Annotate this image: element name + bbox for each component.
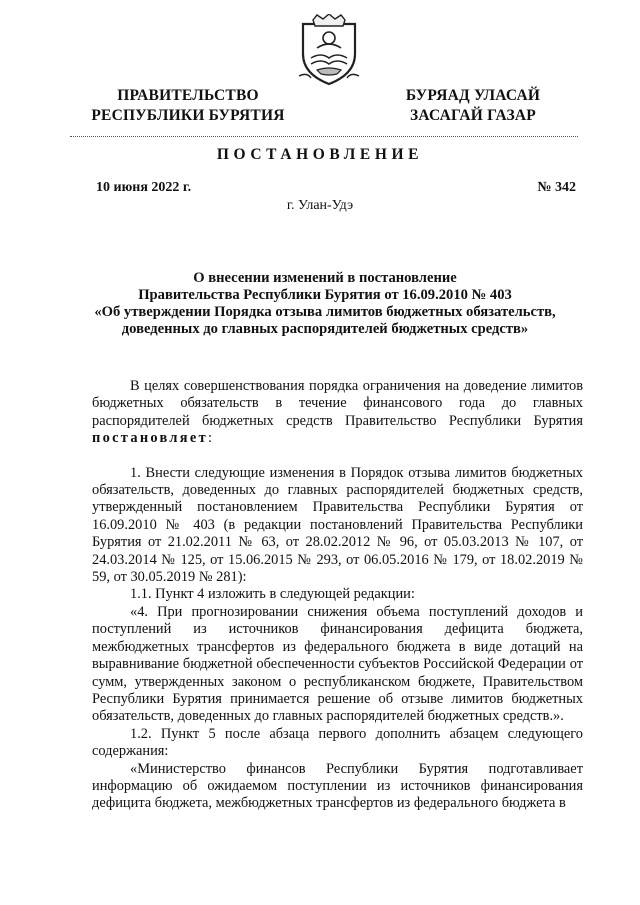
clause-1: 1. Внести следующие изменения в Порядок отзыва лимитов бюджетных обязательств, доведенных до главных распорядителей бюджетных средств, утвержденный постановлением Правительства Республики Бурятия от 16.09.2010 № 403 (в редакции постановлений Правительства Республики Бурятия от 21.02.2011 № 63, от 28.02.2012 № 96, от 05.03.2013 № 107, от 24.03.2014 № 125, от 15.06.2015 № 293, от 06.05.2016 № 179, от 18.02.2019 № 59, от 30.05.2019 № 281): <box>92 464 583 586</box>
header-divider <box>70 136 578 137</box>
org-name-russian-line2: РЕСПУБЛИКИ БУРЯТИЯ <box>91 107 285 124</box>
org-name-buryat-line1: БУРЯАД УЛАСАЙ <box>405 87 541 104</box>
clause-1-2-quote: «Министерство финансов Республики Бурятия подготавливает информацию об ожидаемом поступлении из источников финансирования дефицита бюджета, межбюджетных трансфертов из федерального бюджета в <box>92 760 583 812</box>
org-name-russian-line1: ПРАВИТЕЛЬСТВО <box>117 87 259 104</box>
preamble-paragraph <box>92 378 583 448</box>
clause-1-1: 1.1. Пункт 4 изложить в следующей редакции: <box>130 586 415 603</box>
document-body <box>92 378 583 813</box>
clause-1-1-quote: «4. При прогнозировании снижения объема поступлений доходов и поступлений из источников финансирования дефицита бюджета, межбюджетных трансфертов из федерального бюджета в виде дотаций на выравнивание бюджетной обеспеченности субъектов Российской Федерации от сумм, утвержденных законом о республиканском бюджете, Правительством Республики Бурятия принимается решение об отзыве лимитов бюджетных обязательств, доведенных до главных распорядителей бюджетных средств.». <box>92 603 583 725</box>
document-number: № 342 <box>537 180 576 195</box>
document-date: 10 июня 2022 г. <box>96 180 192 195</box>
title-line: «Об утверждении Порядка отзыва лимитов бюджетных обязательств, <box>94 304 556 320</box>
title-line: Правительства Республики Бурятия от 16.09.2010 № 403 <box>138 287 512 303</box>
title-line: О внесении изменений в постановление <box>193 270 457 286</box>
org-name-buryat-line2: ЗАСАГАЙ ГАЗАР <box>410 107 536 124</box>
clause-1-2: 1.2. Пункт 5 после абзаца первого дополнить абзацем следующего содержания: <box>92 725 583 760</box>
org-name-russian <box>88 86 288 126</box>
org-name-buryat <box>388 86 558 126</box>
title-line: доведенных до главных распорядителей бюджетных средств» <box>121 321 529 337</box>
document-city: г. Улан-Удэ <box>286 198 354 213</box>
document-type: ПОСТАНОВЛЕНИЕ <box>216 146 424 163</box>
paragraph-gap <box>92 448 583 465</box>
preamble-text: В целях совершенствования порядка ограничения на доведение лимитов бюджетных обязательств в течение финансового года до главных распорядителей бюджетных средств Правительство Республики Бурятия <box>92 378 583 429</box>
decree-word: постановляет <box>92 430 208 447</box>
coat-of-arms-icon <box>297 14 361 86</box>
document-title <box>80 270 570 338</box>
decree-colon: : <box>207 430 212 447</box>
